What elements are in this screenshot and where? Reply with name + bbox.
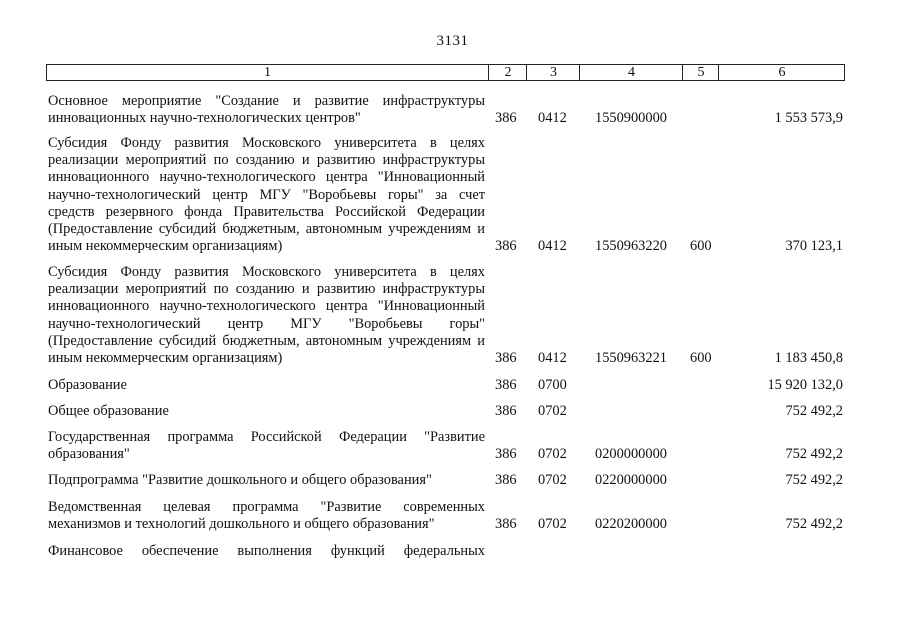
row-col4: 1550900000 [595,110,667,126]
column-header-2: 2 [488,65,527,80]
row-col4: 0220000000 [595,472,667,488]
row-col6: 752 492,2 [785,403,843,419]
row-col2: 386 [495,238,517,254]
row-description: Субсидия Фонду развития Московского университета в целях реализации мероприятий по созданию и развитию инфраструктуры инновационного научно-технологического центра "Инновационный научно-технологический центр МГУ "Воробьевы горы" (Предоставление субсидий бюджетным, автономным учреждениям и иным некоммерческим организациям) [48,264,485,367]
row-col2: 386 [495,110,517,126]
row-col2: 386 [495,446,517,462]
row-col6: 1 183 450,8 [774,350,843,366]
row-description: Финансовое обеспечение выполнения функций федеральных [48,543,485,559]
row-col5: 600 [690,238,712,254]
row-col2: 386 [495,516,517,532]
page-number: 3131 [436,33,469,49]
row-col3: 0412 [538,350,567,366]
row-description: Государственная программа Российской Федерации "Развитие образования" [48,429,485,463]
row-description: Общее образование [48,403,169,419]
row-col3: 0702 [538,403,567,419]
row-col6: 1 553 573,9 [774,110,843,126]
row-col4: 1550963221 [595,350,667,366]
row-col2: 386 [495,377,517,393]
row-col2: 386 [495,350,517,366]
row-col6: 752 492,2 [785,516,843,532]
row-col6: 15 920 132,0 [767,377,843,393]
row-col4: 1550963220 [595,238,667,254]
row-description: Субсидия Фонду развития Московского университета в целях реализации мероприятий по созданию и развитию инфраструктуры инновационного научно-технологического центра "Инновационный научно-технологический центр МГУ "Воробьевы горы" за счет средств резервного фонда Правительства Российской Федерации (Предоставление субсидий бюджетным, автономным учреждениям и иным некоммерческим организациям) [48,135,485,255]
row-description: Ведомственная целевая программа "Развитие современных механизмов и технологий дошкольного и общего образования" [48,499,485,533]
row-col6: 752 492,2 [785,446,843,462]
row-description: Подпрограмма "Развитие дошкольного и общего образования" [48,472,432,488]
row-col3: 0412 [538,110,567,126]
row-col2: 386 [495,403,517,419]
column-header-4: 4 [579,65,683,80]
row-col5: 600 [690,350,712,366]
row-col6: 370 123,1 [785,238,843,254]
row-col3: 0702 [538,472,567,488]
row-col3: 0700 [538,377,567,393]
row-col3: 0702 [538,446,567,462]
column-header-1: 1 [264,65,271,80]
row-col3: 0412 [538,238,567,254]
row-col6: 752 492,2 [785,472,843,488]
column-header-5: 5 [682,65,719,80]
row-description: Основное мероприятие "Создание и развитие инфраструктуры инновационных научно-технологических центров" [48,93,485,127]
column-header-3: 3 [526,65,580,80]
row-col4: 0220200000 [595,516,667,532]
row-col2: 386 [495,472,517,488]
row-col4: 0200000000 [595,446,667,462]
row-col3: 0702 [538,516,567,532]
column-header-6: 6 [718,65,845,80]
row-description: Образование [48,377,127,393]
